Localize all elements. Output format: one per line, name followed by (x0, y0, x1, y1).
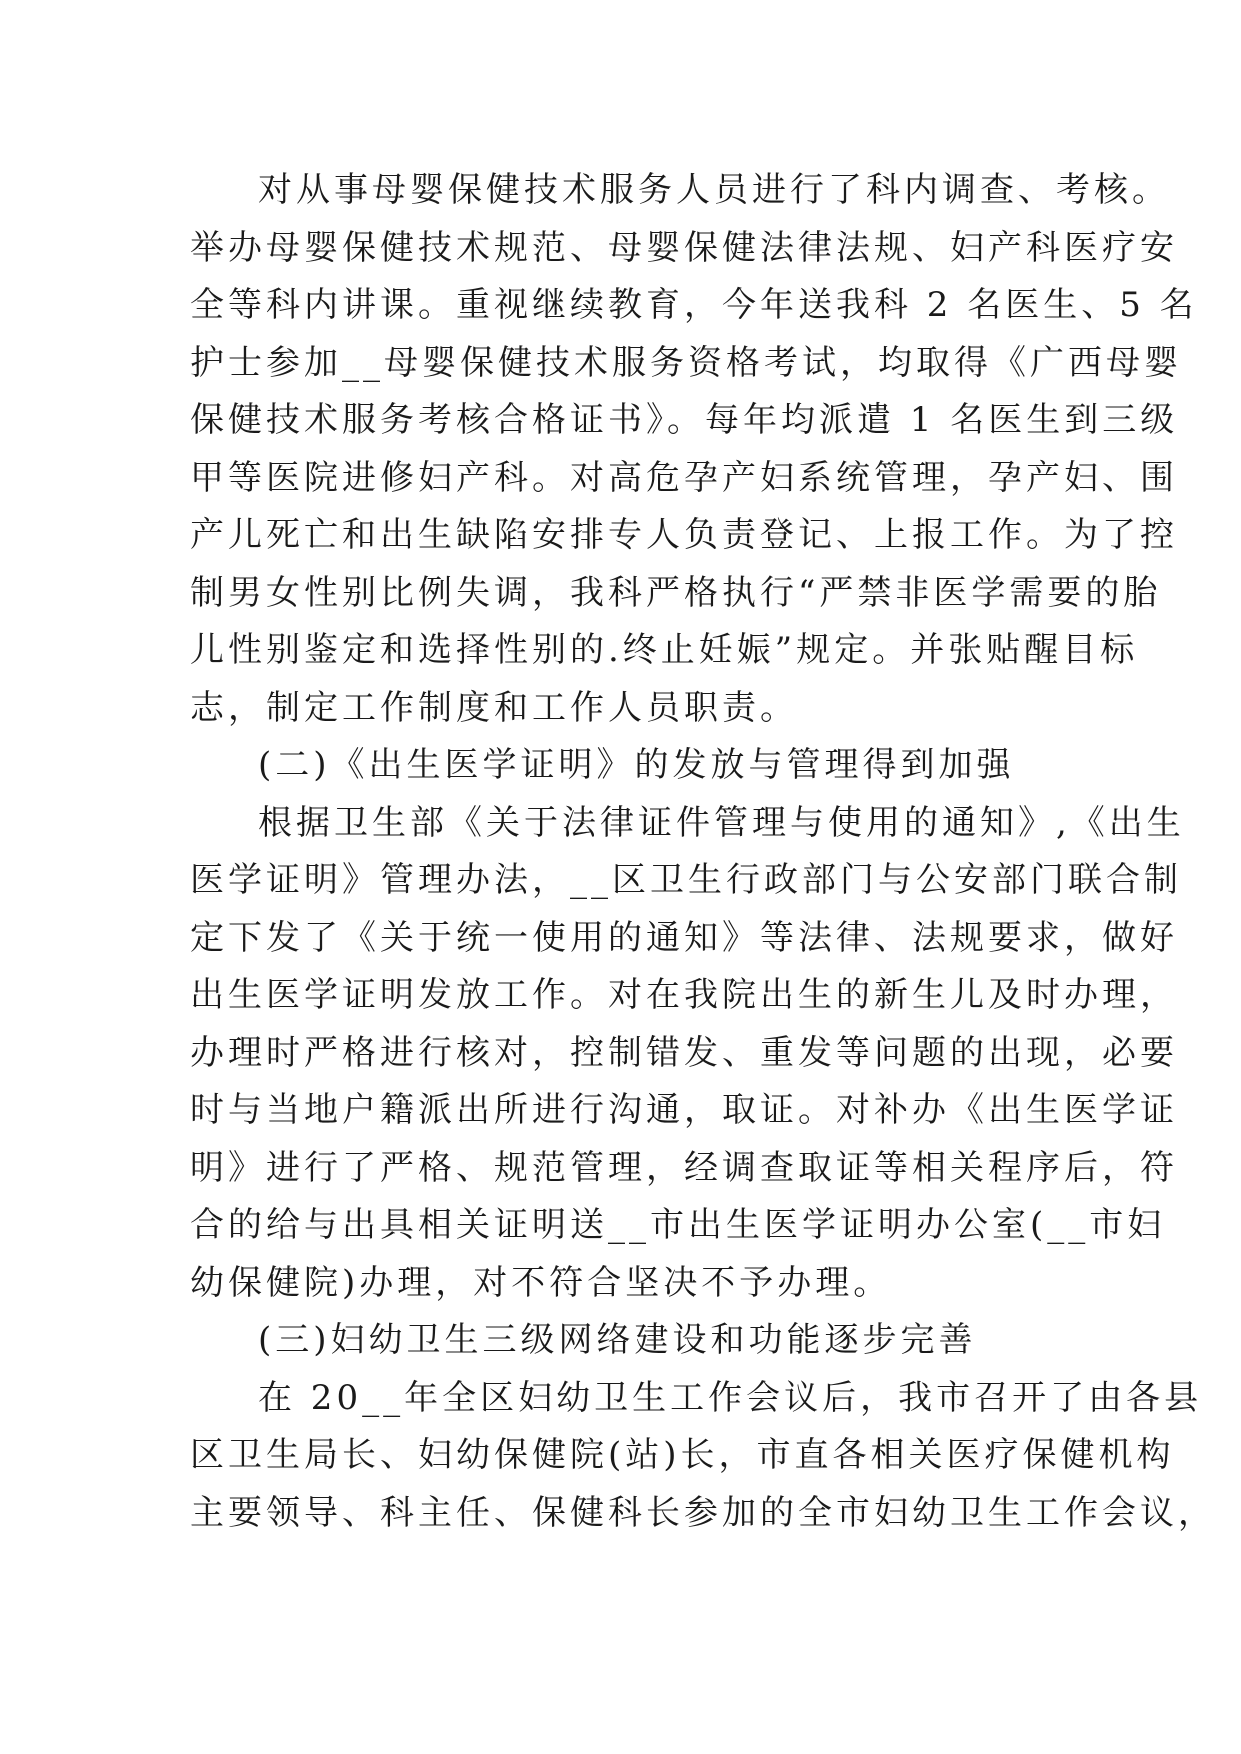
body-line: 合的给与出具相关证明送__市出生医学证明办公室(__市妇 (190, 1205, 1166, 1245)
body-line: 儿性别鉴定和选择性别的.终止妊娠”规定。并张贴醒目标 (190, 630, 1139, 670)
body-line: 全等科内讲课。重视继续教育，今年送我科 2 名医生、5 名 (190, 285, 1198, 325)
body-line: 志，制定工作制度和工作人员职责。 (190, 687, 798, 728)
body-line: 时与当地户籍派出所进行沟通，取证。对补办《出生医学证 (190, 1090, 1178, 1130)
body-line: 对从事母婴保健技术服务人员进行了科内调查、考核。 (258, 170, 1170, 210)
section-heading: (三)妇幼卫生三级网络建设和功能逐步完善 (258, 1320, 977, 1360)
body-line: 主要领导、科主任、保健科长参加的全市妇幼卫生工作会议， (190, 1492, 1216, 1533)
body-line: 在 20__年全区妇幼卫生工作会议后，我市召开了由各县 (258, 1377, 1203, 1418)
body-line: 定下发了《关于统一使用的通知》等法律、法规要求，做好 (190, 917, 1178, 958)
body-line: 制男女性别比例失调，我科严格执行“严禁非医学需要的胎 (190, 572, 1162, 613)
body-line: 幼保健院)办理，对不符合坚决不予办理。 (190, 1262, 892, 1303)
body-line: 根据卫生部《关于法律证件管理与使用的通知》,《出生 (258, 802, 1185, 843)
body-line: 明》进行了严格、规范管理，经调查取证等相关程序后，符 (190, 1147, 1178, 1188)
body-line: 护士参加__母婴保健技术服务资格考试，均取得《广西母婴 (190, 342, 1182, 383)
body-line: 产儿死亡和出生缺陷安排专人负责登记、上报工作。为了控 (190, 515, 1178, 555)
body-line: 甲等医院进修妇产科。对高危孕产妇系统管理，孕产妇、围 (190, 457, 1178, 498)
body-line: 医学证明》管理办法，__区卫生行政部门与公安部门联合制 (190, 860, 1182, 900)
document-body (190, 162, 1216, 1542)
body-line: 办理时严格进行核对，控制错发、重发等问题的出现，必要 (190, 1032, 1178, 1073)
body-line: 出生医学证明发放工作。对在我院出生的新生儿及时办理， (190, 975, 1178, 1015)
body-line: 区卫生局长、妇幼保健院(站)长，市直各相关医疗保健机构 (190, 1435, 1175, 1475)
body-line: 保健技术服务考核合格证书》。每年均派遣 1 名医生到三级 (190, 400, 1179, 440)
section-heading: (二)《出生医学证明》的发放与管理得到加强 (258, 745, 1015, 785)
body-line: 举办母婴保健技术规范、母婴保健法律法规、妇产科医疗安 (190, 227, 1178, 268)
